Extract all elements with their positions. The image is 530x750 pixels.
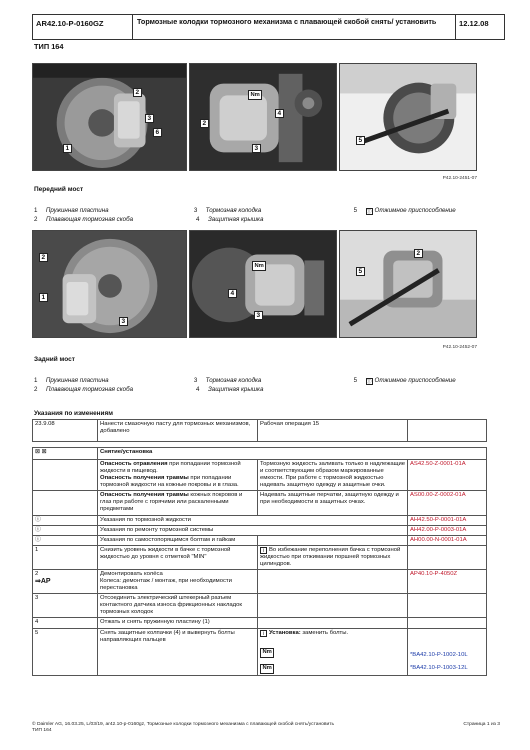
table-row <box>33 491 487 515</box>
danger-action: Надевать защитные перчатки, защитную одежду и при необходимости в защитных очках. <box>258 491 408 515</box>
danger-ref-link[interactable]: AS42.50-Z-0001-01A <box>408 460 487 491</box>
table-row <box>33 594 487 618</box>
step-number: 1 <box>33 545 98 569</box>
table-row <box>33 460 487 491</box>
rear-legend-row: 2 Плавающая тормозная скоба 4 Защитная крышка <box>34 386 264 393</box>
rear-axle-photos <box>32 230 477 338</box>
doc-date: 12.12.08 <box>459 19 489 28</box>
note-text: Указания по тормозной жидкости <box>98 515 408 525</box>
step-text: Демонтировать колёса Колеса: демонтаж / монтаж, при необходимости перестановка <box>98 570 258 594</box>
info-icon: ⓘ <box>33 525 98 535</box>
callout-front-1: 1 <box>63 144 72 153</box>
callout-front-3: 3 <box>145 114 154 123</box>
table-row <box>33 525 487 535</box>
step-text: Снять защитные колпачки (4) и вывернуть болты направляющих пальцев <box>98 628 258 675</box>
torque-badge: Nm <box>248 90 262 100</box>
info-icon: ⓘ <box>33 515 98 525</box>
ap-label: ⇒AP <box>35 578 51 586</box>
changes-table <box>32 419 487 442</box>
callout-rear-3: 3 <box>119 317 128 326</box>
torque-badge: Nm <box>260 648 274 658</box>
front-photo-left <box>32 63 187 171</box>
table-row <box>33 628 487 675</box>
footer <box>32 722 500 735</box>
table-row <box>33 535 487 545</box>
changes-title: Указания по изменениям <box>34 410 113 417</box>
danger-action: Тормозную жидкость заливать только в надлежащие и соответствующим образом маркированные емкости. При работе с тормозной жидкостью надевать защитную одежду и защитные очки. <box>258 460 408 491</box>
torque-badge: Nm <box>252 261 266 271</box>
rear-axle-title: Задний мост <box>34 356 75 363</box>
callout-rear-3b: 3 <box>254 311 263 320</box>
doc-title: Тормозные колодки тормозного механизма с плавающей скобой снять/ установить <box>133 15 456 39</box>
step-number: 3 <box>33 594 98 618</box>
step-number: 5 <box>33 628 98 675</box>
callout-rear-2: 2 <box>39 253 48 262</box>
callout-front-2: 2 <box>133 88 142 97</box>
callout-rear-1: 1 <box>39 293 48 302</box>
procedure-table <box>32 447 487 676</box>
doc-id: AR42.10-P-0160GZ <box>33 15 133 39</box>
step-number: 2 <box>35 571 39 578</box>
callout-front-5: 5 <box>356 136 365 145</box>
change-op: Рабочая операция 15 <box>258 420 408 442</box>
torque-ref-link[interactable]: *BA42.10-P-1002-10L <box>410 651 468 658</box>
note-ref-link[interactable]: AH42.00-P-0003-01A <box>408 525 487 535</box>
front-legend-row: 2 Плавающая тормозная скоба 4 Защитная крышка <box>34 216 264 223</box>
table-row <box>33 545 487 569</box>
step-text: Снизить уровень жидкости в бачке с тормозной жидкостью до уровня с отметкой "MIN" <box>98 545 258 569</box>
callout-front-2b: 2 <box>200 119 209 128</box>
front-legend <box>34 207 474 225</box>
front-axle-photos <box>32 63 477 171</box>
table-row <box>33 570 487 594</box>
rear-legend <box>34 377 474 395</box>
rear-photo-middle <box>189 230 337 338</box>
footer-type: ТИП 164 <box>32 728 52 734</box>
front-figure-id: P42.10-2451-07 <box>442 176 477 181</box>
rear-legend-row: 1 Пружинная пластина 3 Тормозная колодка 5 Ⓣ Отжимное приспособление <box>34 377 456 385</box>
callout-front-6: 6 <box>153 128 162 137</box>
info-icon: i <box>260 630 267 637</box>
change-text: Нанести смазочную пасту для тормозных механизмов, добавлено <box>98 420 258 442</box>
front-photo-right <box>339 63 477 171</box>
step-text: Отсоединить электрический штекерный разъем контактного датчика износа фрикционных накладок тормозных колодок <box>98 594 258 618</box>
torque-ref-link[interactable]: *BA42.10-P-1003-12L <box>410 664 468 671</box>
head-icons: ⊠ ⊠ <box>33 448 98 460</box>
callout-rear-5: 5 <box>356 267 365 276</box>
step-info: i Установка: заменить болты. Nm Nm <box>258 628 408 675</box>
danger-text: Опасность отравления при попадании тормозной жидкости в пищевод. Опасность получения травмы при попадании тормозной жидкости на кожные покровы и в глаза. <box>98 460 258 491</box>
head-title: Снятие/установка <box>98 448 487 460</box>
table-row <box>33 420 487 442</box>
callout-rear-4: 4 <box>228 289 237 298</box>
rear-figure-id: P42.10-2452-07 <box>442 345 477 350</box>
table-row <box>33 618 487 628</box>
front-photo-middle <box>189 63 337 171</box>
document-header <box>32 14 505 40</box>
note-text: Указания по самостопорящимся болтам и гайкам <box>98 535 258 545</box>
danger-text: Опасность получения травмы кожных покровов и глаз при работе с горячими или раскаленными предметами <box>98 491 258 515</box>
note-text: Указания по ремонту тормозной системы <box>98 525 408 535</box>
page-number: Страница 1 из 3 <box>463 722 500 727</box>
torque-refs <box>408 628 487 675</box>
tool-icon: Ⓣ <box>366 209 372 215</box>
front-legend-row: 1 Пружинная пластина 3 Тормозная колодка 5 Ⓣ Отжимное приспособление <box>34 207 456 215</box>
footer-copyright: © Daimler AG, 16.03.25, L/03/19, ar42.10-p-0160gz, Тормозные колодки тормозного механизма с плавающей скобой снять/установить <box>32 722 335 727</box>
info-icon: i <box>260 547 267 554</box>
step-text: Отжать и снять пружинную пластину (1) <box>98 618 258 628</box>
callout-rear-2b: 2 <box>414 249 423 258</box>
callout-front-3b: 3 <box>252 144 261 153</box>
table-row <box>33 448 487 460</box>
callout-front-4: 4 <box>275 109 284 118</box>
rear-photo-left <box>32 230 187 338</box>
front-axle-title: Передний мост <box>34 186 84 193</box>
step-ref-link[interactable]: AP40.10-P-4050Z <box>408 570 487 594</box>
change-date: 23.9.08 <box>33 420 98 442</box>
vehicle-type: ТИП 164 <box>34 42 64 51</box>
note-ref-link[interactable]: AH00.00-N-0001-01A <box>408 535 487 545</box>
tool-icon: Ⓣ <box>366 379 372 385</box>
table-row <box>33 515 487 525</box>
rear-photo-right <box>339 230 477 338</box>
info-icon: ⓘ <box>33 535 98 545</box>
torque-badge: Nm <box>260 664 274 674</box>
step-info: i Во избежание переполнения бачка с тормозной жидкостью при отжимании поршней тормозных цилиндров. <box>258 545 408 569</box>
note-ref-link[interactable]: AH42.50-P-0001-01A <box>408 515 487 525</box>
danger-ref-link[interactable]: AS00.00-Z-0002-01A <box>408 491 487 515</box>
step-number: 4 <box>33 618 98 628</box>
